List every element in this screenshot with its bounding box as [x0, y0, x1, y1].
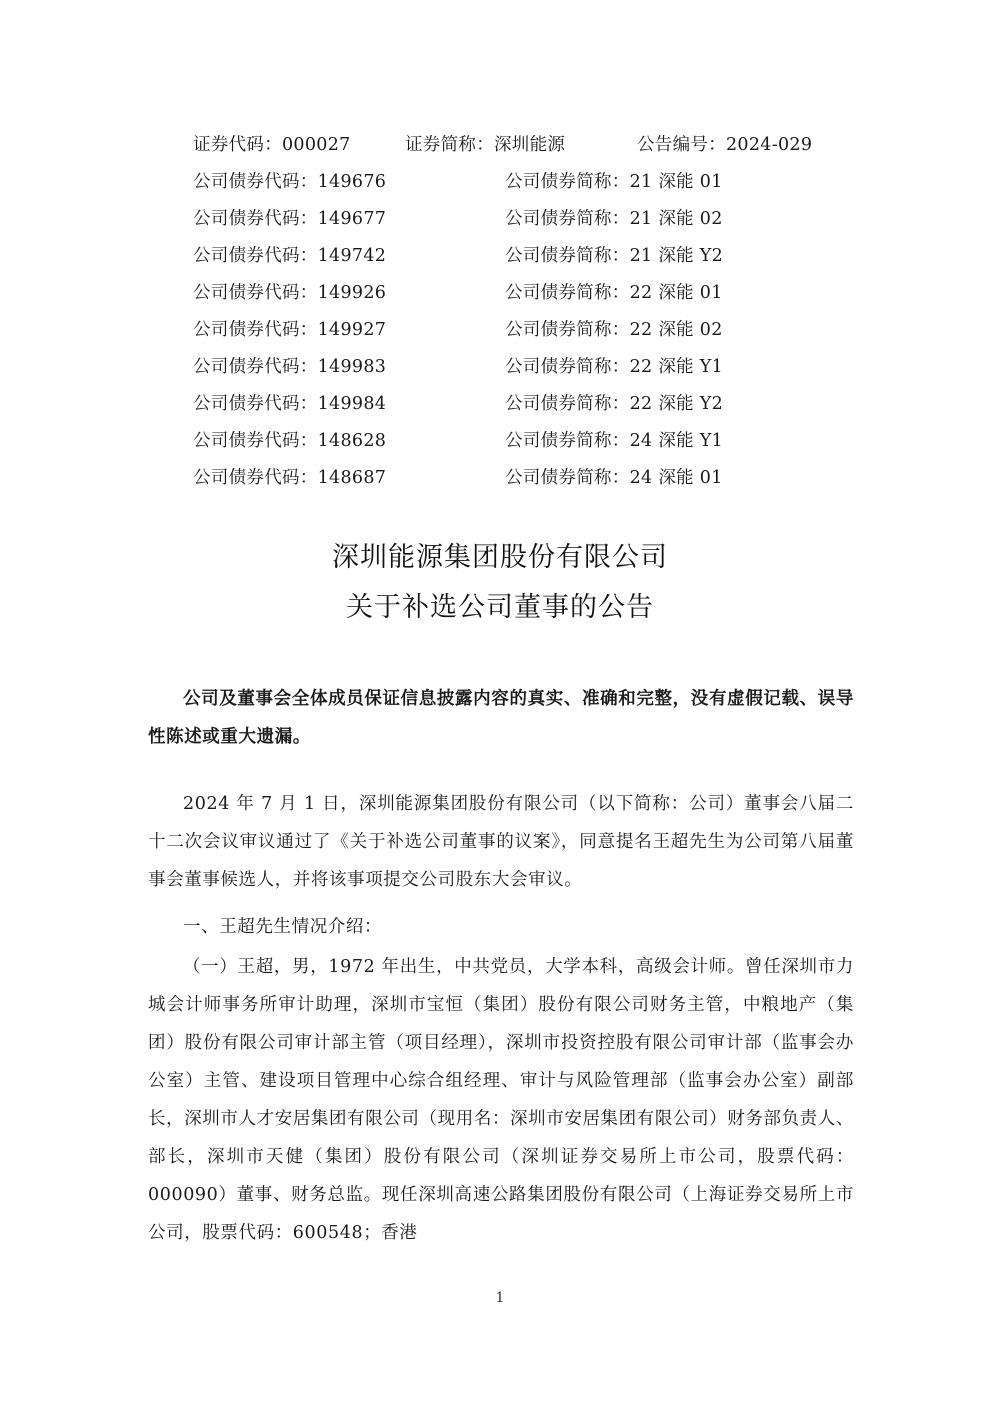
page-number: 1	[495, 1290, 505, 1306]
bond-code: 公司债券代码：148687	[193, 468, 387, 488]
bond-abbreviation: 公司债券简称：21 深能 01	[505, 172, 723, 192]
bond-row	[193, 168, 853, 205]
bond-code: 公司债券代码：149677	[193, 209, 387, 229]
bond-row	[193, 353, 853, 390]
bond-row	[193, 242, 853, 279]
bond-abbreviation: 公司债券简称：22 深能 02	[505, 320, 723, 340]
title-subject: 关于补选公司董事的公告	[346, 592, 654, 623]
bond-code: 公司债券代码：149984	[193, 394, 387, 414]
bond-abbreviation: 公司债券简称：24 深能 01	[505, 468, 723, 488]
bond-row	[193, 390, 853, 427]
title-company: 深圳能源集团股份有限公司	[332, 542, 668, 573]
bond-code: 公司债券代码：149983	[193, 357, 387, 377]
stock-code: 证券代码：000027	[193, 135, 351, 155]
bond-code: 公司债券代码：149676	[193, 172, 387, 192]
securities-header	[193, 131, 853, 501]
bond-row	[193, 427, 853, 464]
bond-code: 公司债券代码：148628	[193, 431, 387, 451]
paragraph-resolution: 2024 年 7 月 1 日，深圳能源集团股份有限公司（以下简称：公司）董事会八届二十二次会议审议通过了《关于补选公司董事的议案》，同意提名王超先生为公司第八届董事会董事候选人，并将该事项提交公司股东大会审议。	[148, 794, 854, 890]
bond-abbreviation: 公司债券简称：21 深能 02	[505, 209, 723, 229]
bond-row	[193, 464, 853, 501]
bond-row	[193, 205, 853, 242]
bond-abbreviation: 公司债券简称：22 深能 Y1	[505, 357, 724, 377]
stock-abbreviation: 证券简称：深圳能源	[405, 135, 566, 155]
announcement-title	[0, 533, 1000, 633]
section-heading: 一、王超先生情况介绍：	[183, 917, 383, 937]
bond-code: 公司债券代码：149927	[193, 320, 387, 340]
board-statement: 公司及董事会全体成员保证信息披露内容的真实、准确和完整，没有虚假记载、误导性陈述或重大遗漏。	[148, 689, 854, 747]
stock-info-row	[193, 131, 853, 168]
bond-abbreviation: 公司债券简称：24 深能 Y1	[505, 431, 724, 451]
paragraph-biography: （一）王超，男，1972 年出生，中共党员，大学本科，高级会计师。曾任深圳市力城会计师事务所审计助理，深圳市宝恒（集团）股份有限公司财务主管，中粮地产（集团）股份有限公司审计部主管（项目经理），深圳市投资控股有限公司审计部（监事会办公室）主管、建设项目管理中心综合组经理、审计与风险管理部（监事会办公室）副部长，深圳市人才安居集团有限公司（现用名：深圳市安居集团有限公司）财务部负责人、部长，深圳市天健（集团）股份有限公司（深圳证券交易所上市公司，股票代码：000090）董事、财务总监。现任深圳高速公路集团股份有限公司（上海证券交易所上市公司，股票代码：600548；香港	[148, 957, 854, 1243]
notice-number: 公告编号：2024-029	[637, 135, 813, 155]
bond-abbreviation: 公司债券简称：21 深能 Y2	[505, 246, 724, 266]
bond-code: 公司债券代码：149742	[193, 246, 387, 266]
bond-code: 公司债券代码：149926	[193, 283, 387, 303]
bond-abbreviation: 公司债券简称：22 深能 Y2	[505, 394, 724, 414]
bond-row	[193, 279, 853, 316]
bond-row	[193, 316, 853, 353]
bond-abbreviation: 公司债券简称：22 深能 01	[505, 283, 723, 303]
